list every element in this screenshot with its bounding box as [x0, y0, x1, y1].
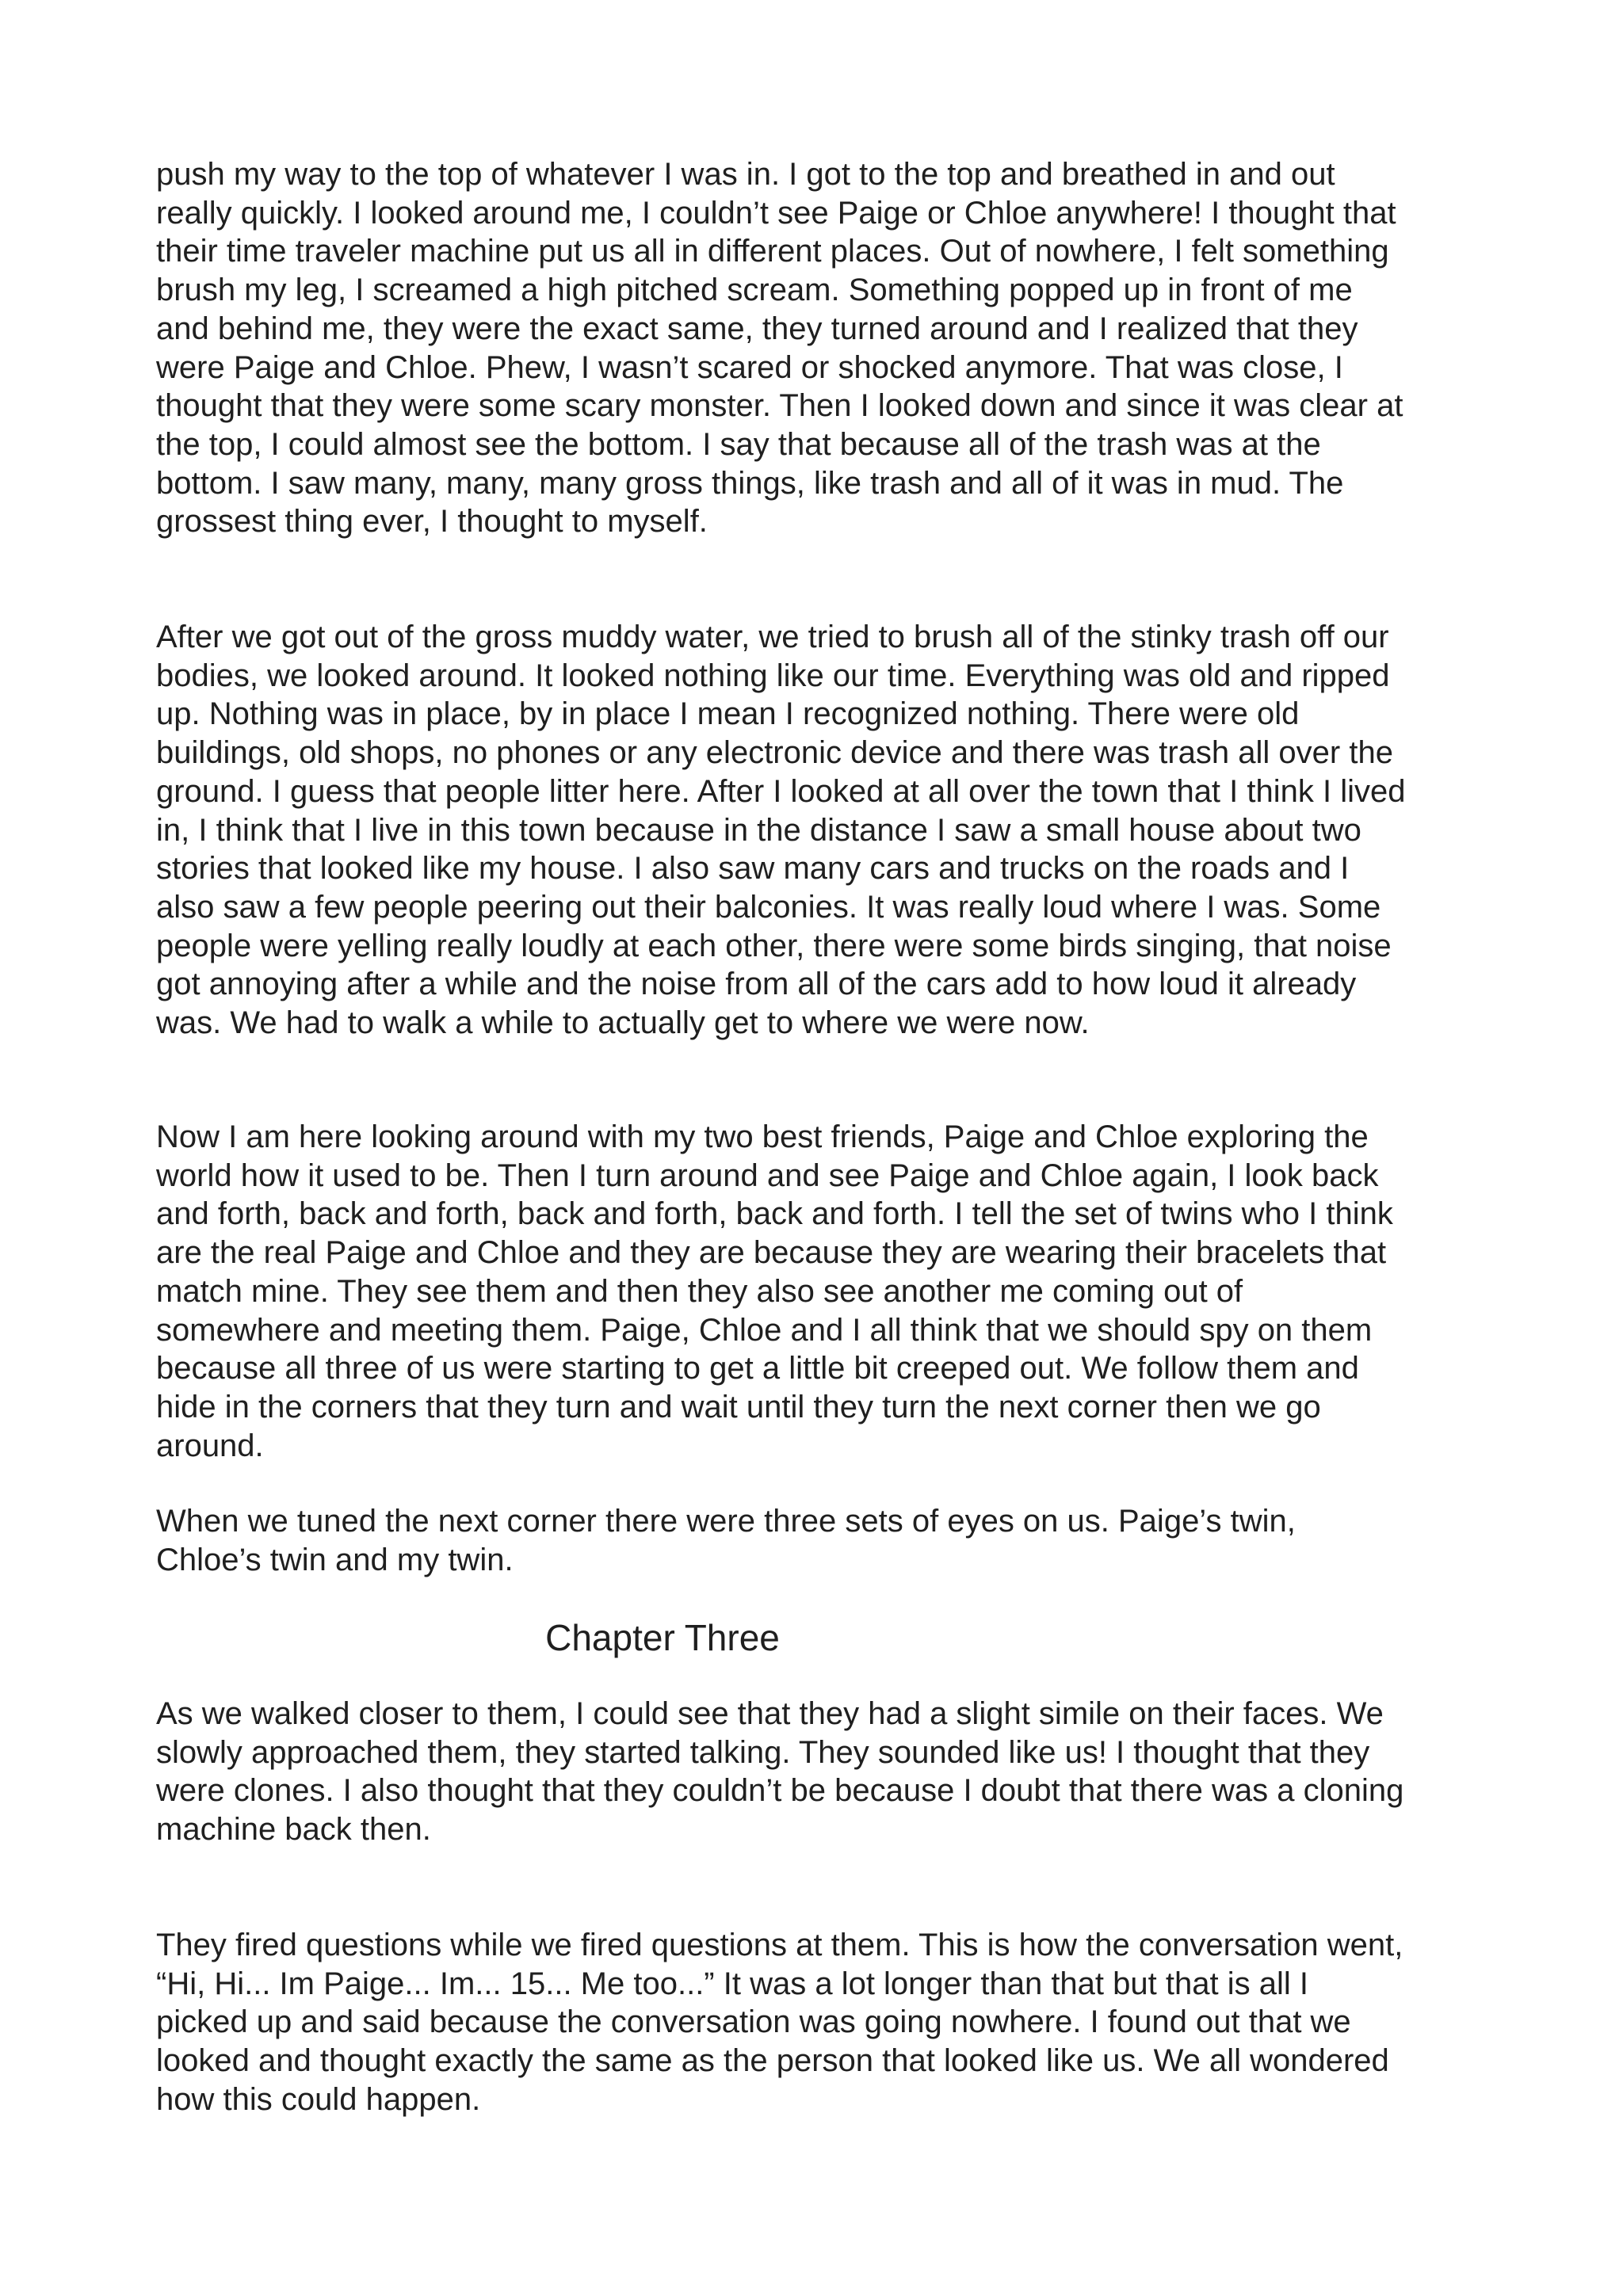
paragraph-conversation: They fired questions while we fired questions at them. This is how the conversation went, “Hi, Hi... Im Paige... Im... 15... Me too...” It was a lot longer than that but that is all I picked up and said because the conversation was going nowhere. I found out that we looked and thought exactly the same as the person that looked like us. We all wondered how this could happen.	[156, 1928, 1403, 2117]
paragraph-three-sets-of-eyes: When we tuned the next corner there were three sets of eyes on us. Paige’s twin, Chloe’s twin and my twin.	[156, 1504, 1296, 1577]
paragraph-twins-spy: Now I am here looking around with my two best friends, Paige and Chloe exploring the world how it used to be. Then I turn around and see Paige and Chloe again, I look back and forth, back and forth, back and forth, back and forth. I tell the set of twins who I think are the real Paige and Chloe and they are because they are wearing their bracelets that match mine. They see them and then they also see another me coming out of somewhere and meeting them. Paige, Chloe and I all think that we should spy on them because all three of us were starting to get a little bit creeped out. We follow them and hide in the corners that they turn and wait until they turn the next corner then we go around.	[156, 1119, 1393, 1463]
paragraph-trash-water: push my way to the top of whatever I was in. I got to the top and breathed in and out really quickly. I looked around me, I couldn’t see Paige or Chloe anywhere! I thought that their time traveler machine put us all in different places. Out of nowhere, I felt something brush my leg, I screamed a high pitched scream. Something popped up in front of me and behind me, they were the exact same, they turned around and I realized that they were Paige and Chloe. Phew, I wasn’t scared or shocked anymore. That was close, I thought that they were some scary monster. Then I looked down and since it was clear at the top, I could almost see the bottom. I say that because all of the trash was at the bottom. I saw many, many, many gross things, like trash and all of it was in mud. The grossest thing ever, I thought to myself.	[156, 157, 1403, 540]
paragraph-old-town: After we got out of the gross muddy water, we tried to brush all of the stinky trash off our bodies, we looked around. It looked nothing like our time. Everything was old and ripped up. Nothing was in place, by in place I mean I recognized nothing. There were old buildings, old shops, no phones or any electronic device and there was trash all over the ground. I guess that people litter here. After I looked at all over the town that I think I lived in, I think that I live in this town because in the distance I saw a small house about two stories that looked like my house. I also saw many cars and trucks on the roads and I also saw a few people peering out their balconies. It was really loud where I was. Some people were yelling really loudly at each other, there were some birds singing, that noise got annoying after a while and the noise from all of the cars add to how loud it already was. We had to walk a while to actually get to where we were now.	[156, 620, 1406, 1041]
chapter-heading: Chapter Three	[545, 1617, 780, 1658]
paragraph-approach-clones: As we walked closer to them, I could see that they had a slight simile on their faces. We slowly approached them, they started talking. They sounded like us! I thought that they were clones. I also thought that they couldn’t be because I doubt that there was a cloning machine back then.	[156, 1696, 1404, 1848]
